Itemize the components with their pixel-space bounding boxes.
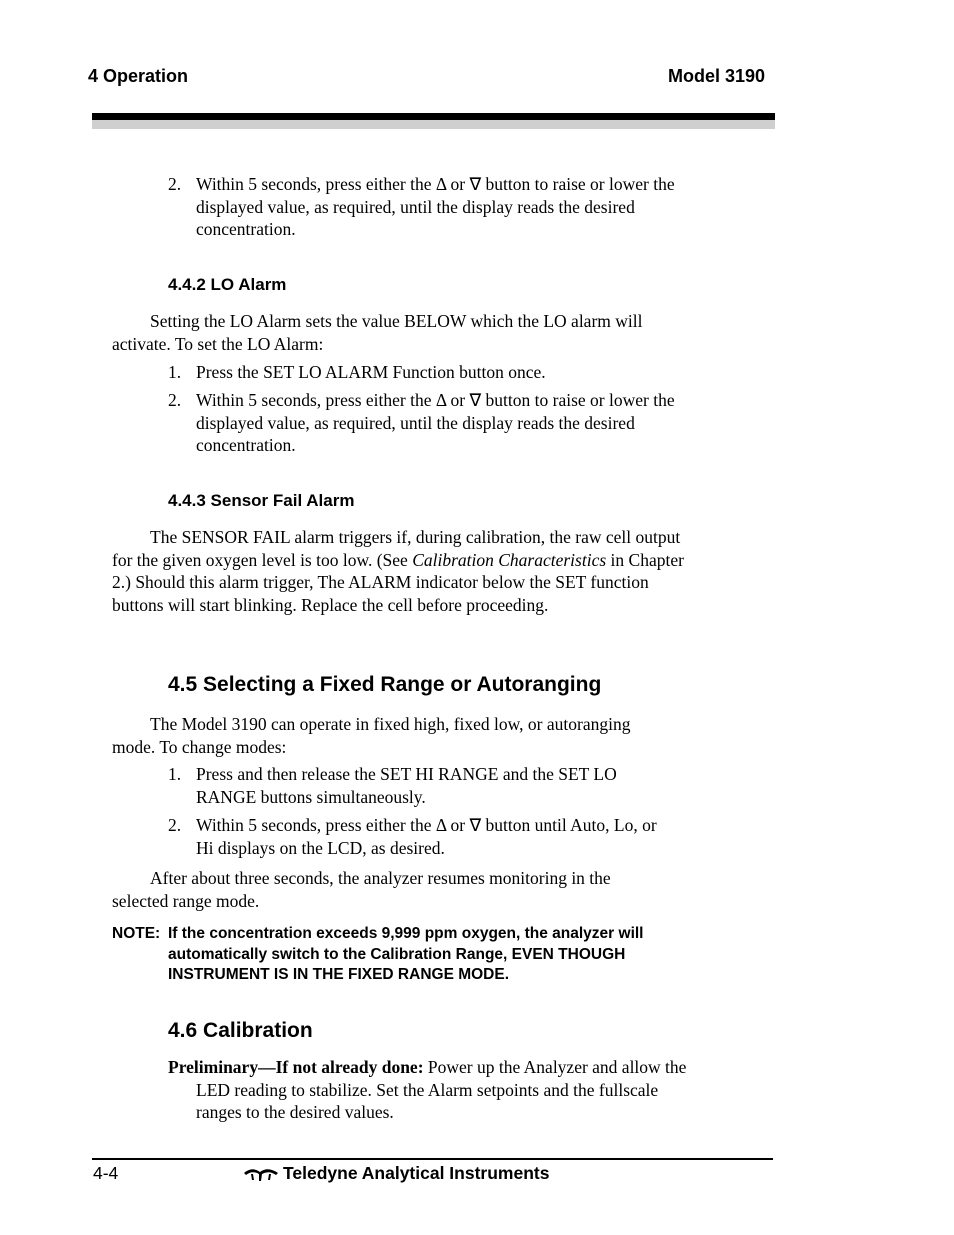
list-number: 1. [168, 764, 182, 784]
brand-name: Teledyne Analytical Instruments [283, 1163, 550, 1183]
note-label: NOTE: [112, 925, 161, 942]
heading-sensor-fail: 4.4.3 Sensor Fail Alarm [168, 491, 355, 510]
list-text: Within 5 seconds, press either the Δ or ∇ button to raise or lower the displayed value, as required, until the display reads the desired concentration. [196, 174, 675, 240]
list-number: 2. [168, 174, 182, 194]
note-text: If the concentration exceeds 9,999 ppm oxygen, the analyzer will automatically switch to the Calibration Range, EVEN THOUGH INSTRUMENT IS IN THE FIXED RANGE MODE. [168, 925, 644, 983]
list-text: Press and then release the SET HI RANGE and the SET LO RANGE buttons simultaneously. [196, 764, 617, 807]
sensor-fail-paragraph [112, 526, 684, 616]
preliminary-lead: Preliminary—If not already done: [168, 1057, 424, 1077]
list-number: 1. [168, 362, 182, 382]
page-number: 4-4 [93, 1163, 119, 1183]
header-rule [92, 113, 775, 120]
range-after: After about three seconds, the analyzer resumes monitoring in the selected range mode. [112, 868, 611, 911]
heading-range: 4.5 Selecting a Fixed Range or Autoranging [168, 673, 602, 696]
list-text: Within 5 seconds, press either the Δ or ∇ button to raise or lower the displayed value, as required, until the display reads the desired concentration. [196, 390, 675, 456]
paragraph-text: in Chapter 2.) Should this alarm trigger, The ALARM indicator below the SET function buttons will start blinking. Replace the cell before proceeding. [112, 549, 684, 615]
calibration-preliminary [168, 1056, 696, 1124]
heading-calibration: 4.6 Calibration [168, 1019, 313, 1042]
list-text: Within 5 seconds, press either the Δ or ∇ button until Auto, Lo, or Hi displays on the LCD, as desired. [196, 815, 657, 858]
note [112, 924, 682, 986]
preliminary-text: Power up the Analyzer and allow the LED reading to stabilize. Set the Alarm setpoints and the fullscale ranges to the desired values. [196, 1057, 687, 1123]
paragraph-text: The SENSOR FAIL alarm triggers if, during calibration, the raw cell output for the given oxygen level is too low. (See [112, 527, 681, 570]
lo-alarm-intro: Setting the LO Alarm sets the value BELOW which the LO alarm will activate. To set the LO Alarm: [112, 311, 643, 354]
header-shade-bar [92, 120, 775, 129]
list-number: 2. [168, 815, 182, 835]
range-intro: The Model 3190 can operate in fixed high, fixed low, or autoranging mode. To change modes: [112, 714, 631, 757]
footer-brand [243, 1163, 549, 1184]
list-number: 2. [168, 390, 182, 410]
header-section-title: 4 Operation [88, 66, 189, 86]
list-text: Press the SET LO ALARM Function button once. [196, 362, 546, 382]
heading-lo-alarm: 4.4.2 LO Alarm [168, 275, 287, 294]
header-model: Model 3190 [668, 66, 766, 86]
chapter-reference: Calibration Characteristics [412, 549, 607, 570]
teledyne-logo-icon [243, 1166, 279, 1182]
footer-rule [92, 1158, 773, 1160]
